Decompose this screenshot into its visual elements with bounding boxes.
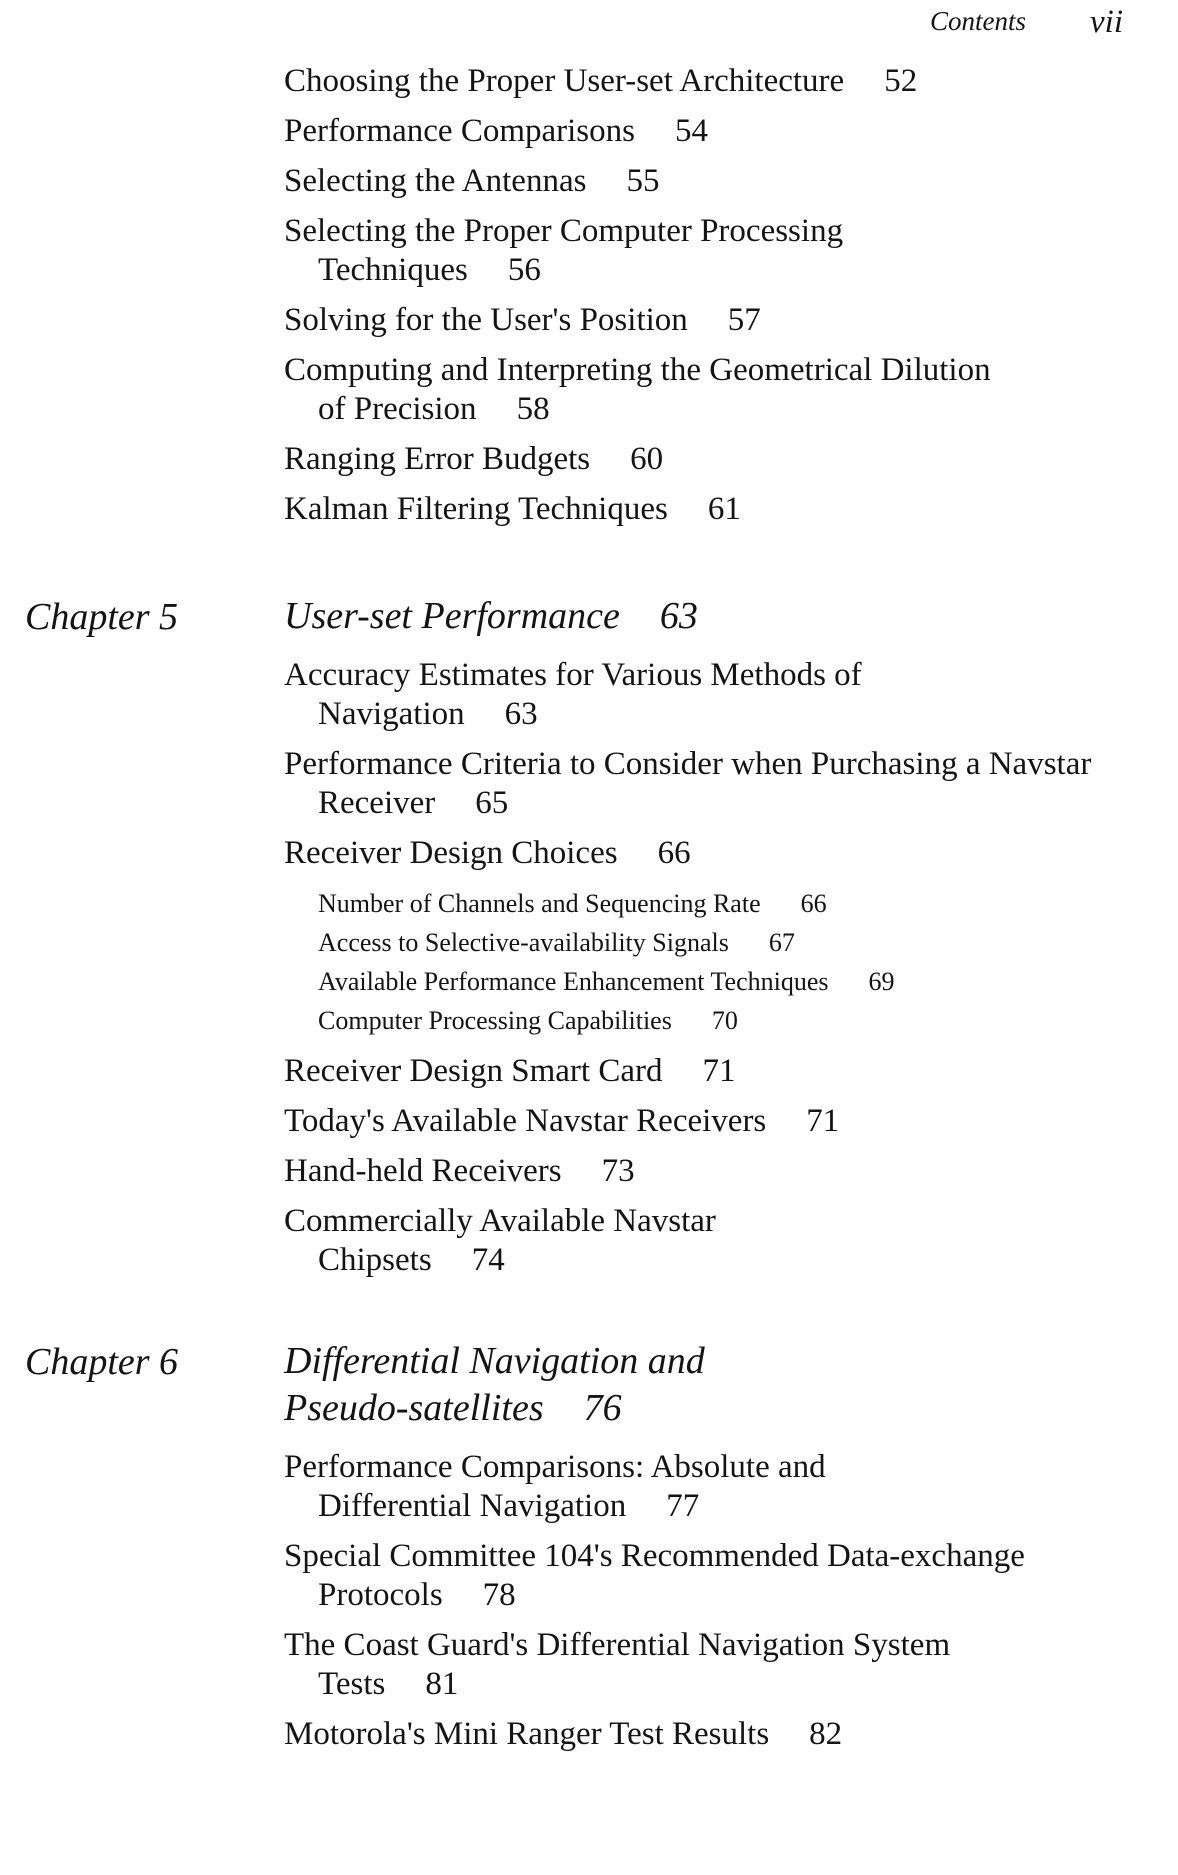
toc-entry-page: 73: [601, 1153, 635, 1189]
toc-entry-text: Performance Comparisons: [284, 113, 635, 149]
toc-subentry: [318, 962, 1164, 1001]
toc-entry-text: Accuracy Estimates for Various Methods of Navigation: [284, 657, 862, 732]
running-head: Contents: [930, 6, 1027, 36]
chapter-label: Chapter 5: [25, 596, 179, 638]
toc-entry-text: Selecting the Proper Computer Processing Techniques: [284, 213, 844, 288]
toc-entry-page: 54: [675, 113, 708, 149]
chapter-title: [284, 1338, 1164, 1432]
toc-entry-page: 61: [707, 491, 741, 527]
toc-subentry: [318, 923, 1164, 962]
toc-entry-page: 56: [507, 252, 541, 288]
toc-entry: [284, 656, 978, 734]
toc-entry-page: 55: [626, 163, 660, 199]
toc-entry-page: 81: [425, 1666, 459, 1702]
toc-entry: [284, 1715, 1164, 1754]
toc-entry: [284, 1202, 838, 1280]
toc-entry: [284, 1152, 1164, 1191]
toc-entry: [284, 1448, 958, 1526]
toc-entry-page: 57: [727, 302, 761, 338]
toc-subentry-text: Available Performance Enhancement Techniques: [318, 967, 829, 996]
toc-entry: [284, 351, 1018, 429]
toc-entry-text: Hand-held Receivers: [284, 1153, 562, 1189]
toc-entry: [284, 834, 1164, 873]
chapter-5-section: [284, 593, 1164, 1291]
toc-entry-text: Receiver Design Smart Card: [284, 1053, 663, 1089]
toc-entry-text: Selecting the Antennas: [284, 163, 587, 199]
toc-entry: [284, 212, 978, 290]
chapter-label: Chapter 6: [25, 1341, 179, 1383]
toc-entry: [284, 301, 1164, 340]
toc-entry-text: Computing and Interpreting the Geometrical Dilution of Precision: [284, 352, 991, 427]
toc-entry-page: 65: [475, 785, 509, 821]
toc-entry-page: 74: [471, 1242, 505, 1278]
toc-entry-text: The Coast Guard's Differential Navigation System Tests: [284, 1627, 951, 1702]
chapter-title-line: Differential Navigation and: [284, 1340, 705, 1382]
page-number: vii: [1090, 4, 1123, 40]
toc-intro-list: [284, 62, 1164, 540]
toc-subentry-page: 69: [868, 967, 895, 996]
toc-entry-page: 58: [516, 391, 550, 427]
chapter-page: 63: [659, 595, 698, 637]
toc-entry-text: Today's Available Navstar Receivers: [284, 1103, 767, 1139]
toc-entry-text: Choosing the Proper User-set Architecture: [284, 63, 845, 99]
toc-subentry: [318, 884, 1164, 923]
toc-entry: [284, 440, 1164, 479]
chapter-6-section: [284, 1338, 1164, 1765]
toc-entry-text: Receiver Design Choices: [284, 835, 618, 871]
toc-entry-text: Commercially Available Navstar Chipsets: [284, 1203, 716, 1278]
toc-entry-page: 82: [809, 1716, 843, 1752]
toc-subentry-text: Access to Selective-availability Signals: [318, 928, 729, 957]
toc-entry: [284, 490, 1164, 529]
toc-entry: [284, 745, 1118, 823]
toc-subentry: [318, 1001, 1164, 1040]
toc-entry-page: 71: [702, 1053, 736, 1089]
toc-subentries: [318, 884, 1164, 1040]
toc-entry: [284, 112, 1164, 151]
toc-entry: [284, 1102, 1164, 1141]
toc-entry-page: 60: [630, 441, 664, 477]
toc-entry-page: 52: [884, 63, 918, 99]
toc-entry-page: 63: [504, 696, 538, 732]
chapter-title-text: User-set Performance: [284, 595, 620, 637]
toc-entry: [284, 62, 1164, 101]
toc-entry: [284, 162, 1164, 201]
chapter-page: 76: [583, 1387, 622, 1429]
toc-subentry-page: 67: [768, 928, 795, 957]
toc-entry-text: Performance Comparisons: Absolute and Differential Navigation: [284, 1449, 826, 1524]
toc-entry: [284, 1052, 1164, 1091]
toc-entry-text: Ranging Error Budgets: [284, 441, 591, 477]
toc-entry-text: Solving for the User's Position: [284, 302, 688, 338]
toc-entry-page: 71: [806, 1103, 840, 1139]
toc-subentry-text: Number of Channels and Sequencing Rate: [318, 889, 761, 918]
toc-entry-text: Special Committee 104's Recommended Data-exchange Protocols: [284, 1538, 1025, 1613]
chapter-title: [284, 593, 1164, 640]
chapter-title-line: Pseudo-satellites: [284, 1387, 544, 1429]
toc-subentry-page: 66: [800, 889, 827, 918]
toc-entry: [284, 1626, 978, 1704]
toc-subentry-page: 70: [711, 1006, 738, 1035]
toc-entry-page: 66: [657, 835, 691, 871]
toc-entry-page: 78: [482, 1577, 516, 1613]
toc-entry-text: Performance Criteria to Consider when Purchasing a Navstar Receiver: [284, 746, 1092, 821]
toc-entry-text: Kalman Filtering Techniques: [284, 491, 668, 527]
toc-entry: [284, 1537, 1178, 1615]
toc-subentry-text: Computer Processing Capabilities: [318, 1006, 672, 1035]
toc-entry-text: Motorola's Mini Ranger Test Results: [284, 1716, 770, 1752]
toc-entry-page: 77: [666, 1488, 700, 1524]
